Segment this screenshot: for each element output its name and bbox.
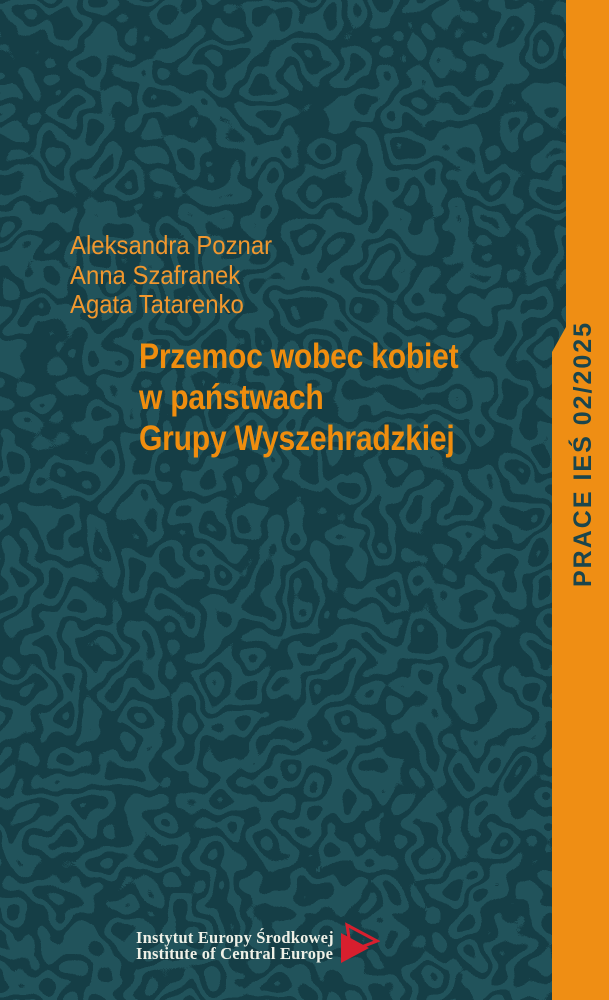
- red-pennant-flag-icon: [338, 920, 380, 970]
- author-name: Agata Tatarenko: [70, 289, 244, 319]
- title-line: Przemoc wobec kobiet: [139, 337, 459, 376]
- publisher-name: [136, 926, 334, 961]
- author-name: Anna Szafranek: [70, 259, 241, 290]
- publisher-name-pl: Instytut Europy Środkowej: [136, 928, 334, 947]
- title-line: Grupy Wyszehradzkiej: [139, 419, 455, 458]
- author-name: Aleksandra Poznar: [70, 230, 273, 260]
- publisher-logo: [136, 926, 380, 970]
- series-label: PRACE IEŚ 02/2025: [569, 320, 597, 587]
- title-line: w państwach: [139, 378, 324, 417]
- author-list: [70, 231, 272, 320]
- publisher-name-en: Institute of Central Europe: [136, 943, 334, 963]
- book-title: [139, 336, 458, 459]
